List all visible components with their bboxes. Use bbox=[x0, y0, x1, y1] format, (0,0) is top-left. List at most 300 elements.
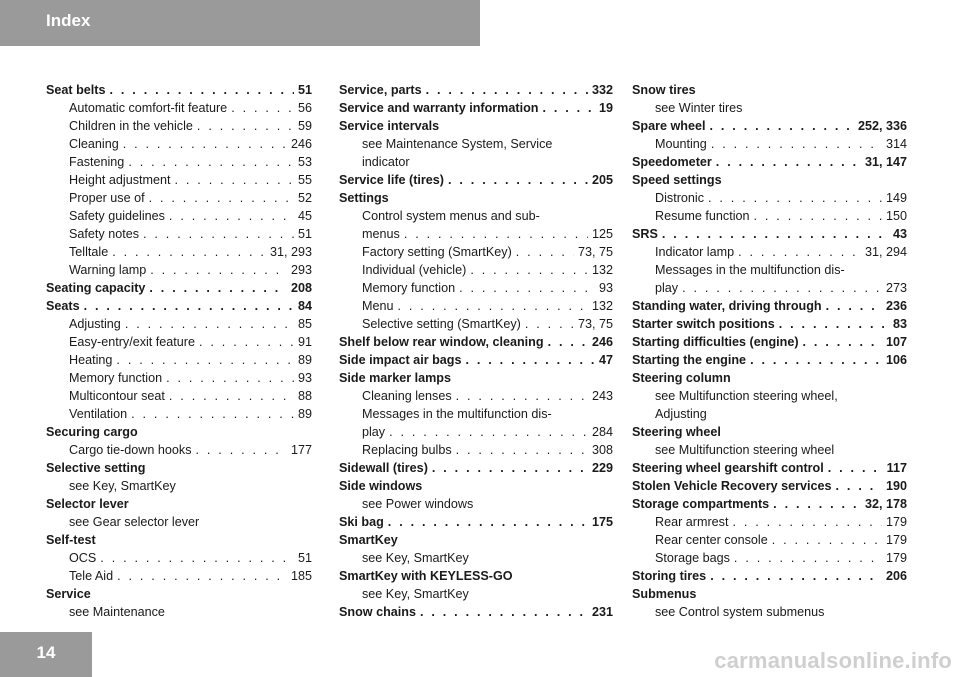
leader-dots bbox=[470, 261, 588, 279]
index-sub-term-page: 177 bbox=[290, 443, 312, 457]
index-sub-term-term: menus bbox=[362, 227, 400, 241]
index-main-term-page: 190 bbox=[885, 479, 907, 493]
index-sub-term-page: 308 bbox=[591, 443, 613, 457]
index-sub-term-page: 93 bbox=[598, 281, 613, 295]
index-sub-term bbox=[339, 423, 613, 441]
leader-dots bbox=[779, 315, 889, 333]
index-column-3 bbox=[632, 81, 907, 621]
index-sub-term bbox=[46, 549, 312, 567]
index-main-term-page: 43 bbox=[892, 227, 907, 241]
index-main-term bbox=[339, 477, 613, 495]
index-sub-term bbox=[46, 189, 312, 207]
index-sub-term-page: 45 bbox=[297, 209, 312, 223]
leader-dots bbox=[732, 513, 882, 531]
leader-dots bbox=[432, 459, 588, 477]
index-sub-term bbox=[632, 513, 907, 531]
index-sub-term bbox=[46, 405, 312, 423]
index-column-2 bbox=[339, 81, 613, 621]
leader-dots bbox=[836, 477, 882, 495]
index-main-term-term: Starting difficulties (engine) bbox=[632, 335, 799, 349]
leader-dots bbox=[143, 225, 294, 243]
leader-dots bbox=[448, 171, 588, 189]
index-sub-term-page: 73, 75 bbox=[577, 317, 613, 331]
index-sub-term-term: play bbox=[655, 281, 679, 295]
index-see-text: indicator bbox=[362, 155, 410, 169]
index-sub-term-page: 314 bbox=[885, 137, 907, 151]
index-main-term bbox=[339, 513, 613, 531]
index-sub-term-page: 85 bbox=[297, 317, 312, 331]
index-sub-term-term: Ventilation bbox=[69, 407, 128, 421]
index-main-term bbox=[632, 171, 907, 189]
leader-dots bbox=[750, 351, 882, 369]
index-main-term-page: 84 bbox=[297, 299, 312, 313]
index-main-term-term: Selective setting bbox=[46, 461, 146, 475]
index-sub-term-term: Automatic comfort-fit feature bbox=[69, 101, 228, 115]
index-sub-term bbox=[46, 117, 312, 135]
index-main-term bbox=[632, 333, 907, 351]
index-entry bbox=[632, 495, 907, 567]
index-entry bbox=[339, 333, 613, 351]
leader-dots bbox=[150, 261, 287, 279]
leader-dots bbox=[398, 297, 588, 315]
index-main-term-term: Seat belts bbox=[46, 83, 106, 97]
index-sub-term-page: 88 bbox=[297, 389, 312, 403]
index-sub-term-term: Tele Aid bbox=[69, 569, 114, 583]
index-sub-term-term: Cleaning bbox=[69, 137, 119, 151]
index-main-term-term: Steering wheel gearshift control bbox=[632, 461, 824, 475]
header-bar bbox=[0, 0, 480, 46]
leader-dots bbox=[516, 243, 574, 261]
leader-dots bbox=[525, 315, 574, 333]
index-sub-term bbox=[339, 225, 613, 243]
index-sub-term bbox=[339, 243, 613, 261]
index-sub-term bbox=[339, 315, 613, 333]
index-main-term-term: Starter switch positions bbox=[632, 317, 775, 331]
index-main-term bbox=[46, 423, 312, 441]
leader-dots bbox=[465, 351, 595, 369]
index-sub-term-term: Distronic bbox=[655, 191, 704, 205]
index-main-term-term: Seating capacity bbox=[46, 281, 146, 295]
index-main-term bbox=[632, 477, 907, 495]
index-sub-term-term: Safety notes bbox=[69, 227, 140, 241]
leader-dots bbox=[125, 315, 294, 333]
index-entry bbox=[339, 369, 613, 459]
index-main-term bbox=[632, 315, 907, 333]
index-main-term-page: 51 bbox=[297, 83, 312, 97]
index-main-term-term: Securing cargo bbox=[46, 425, 138, 439]
leader-dots bbox=[389, 423, 588, 441]
index-main-term-page: 47 bbox=[598, 353, 613, 367]
leader-dots bbox=[196, 441, 287, 459]
index-sub-term-page: 93 bbox=[297, 371, 312, 385]
index-main-term bbox=[632, 423, 907, 441]
leader-dots bbox=[711, 135, 882, 153]
index-main-term bbox=[632, 81, 907, 99]
index-main-term-term: Ski bag bbox=[339, 515, 384, 529]
index-column-1 bbox=[46, 81, 312, 621]
index-sub-term-term: Children in the vehicle bbox=[69, 119, 193, 133]
index-see-text: Adjusting bbox=[655, 407, 707, 421]
leader-dots bbox=[734, 549, 882, 567]
index-main-term-page: 206 bbox=[885, 569, 907, 583]
index-see-text: see Gear selector lever bbox=[69, 515, 200, 529]
index-main-term-page: 229 bbox=[591, 461, 613, 475]
leader-dots bbox=[166, 369, 294, 387]
index-main-term-page: 208 bbox=[290, 281, 312, 295]
leader-dots bbox=[662, 225, 889, 243]
index-entry bbox=[339, 117, 613, 171]
leader-dots bbox=[117, 567, 287, 585]
page-number-tab bbox=[0, 632, 92, 677]
index-main-term bbox=[339, 369, 613, 387]
index-sub-term-term: Heating bbox=[69, 353, 113, 367]
index-entry bbox=[632, 567, 907, 585]
leader-dots bbox=[149, 189, 294, 207]
index-main-term bbox=[632, 297, 907, 315]
index-main-term bbox=[46, 531, 312, 549]
index-main-term-term: Service intervals bbox=[339, 119, 440, 133]
index-entry bbox=[46, 459, 312, 495]
index-main-term bbox=[339, 117, 613, 135]
index-sub-term-page: 293 bbox=[290, 263, 312, 277]
leader-dots bbox=[388, 513, 588, 531]
index-main-term-term: SmartKey with KEYLESS-GO bbox=[339, 569, 513, 583]
index-sub-term-page: 89 bbox=[297, 407, 312, 421]
index-main-term-term: Shelf below rear window, cleaning bbox=[339, 335, 544, 349]
index-sub-term-page: 51 bbox=[297, 551, 312, 565]
index-sub-term-term: Replacing bulbs bbox=[362, 443, 452, 457]
watermark: carmanualsonline.info bbox=[714, 648, 952, 673]
index-sub-term bbox=[46, 171, 312, 189]
index-sub-term-page: 31, 293 bbox=[269, 245, 312, 259]
index-sub-term-term: OCS bbox=[69, 551, 97, 565]
index-sub-term-term: Height adjustment bbox=[69, 173, 171, 187]
index-main-term bbox=[46, 459, 312, 477]
index-main-term-term: Starting the engine bbox=[632, 353, 747, 367]
index-sub-term-term: Cargo tie-down hooks bbox=[69, 443, 192, 457]
index-sub-term-term: Proper use of bbox=[69, 191, 145, 205]
index-sub-term-page: 89 bbox=[297, 353, 312, 367]
index-entry bbox=[339, 603, 613, 621]
index-main-term-page: 252, 336 bbox=[857, 119, 907, 133]
index-sub-term-term: Menu bbox=[362, 299, 394, 313]
index-sub-term-page: 55 bbox=[297, 173, 312, 187]
index-main-term bbox=[339, 351, 613, 369]
index-entry bbox=[46, 279, 312, 297]
index-main-term-term: Seats bbox=[46, 299, 80, 313]
index-sub-term-term: Adjusting bbox=[69, 317, 121, 331]
index-main-term bbox=[46, 279, 312, 297]
leader-dots bbox=[826, 297, 882, 315]
index-main-term bbox=[339, 189, 613, 207]
index-main-term-term: Submenus bbox=[632, 587, 697, 601]
index-main-term bbox=[339, 531, 613, 549]
index-see-reference bbox=[632, 603, 907, 621]
leader-dots bbox=[828, 459, 883, 477]
index-main-term-term: Side windows bbox=[339, 479, 423, 493]
index-sub-term bbox=[632, 207, 907, 225]
index-entry bbox=[46, 495, 312, 531]
index-entry bbox=[339, 531, 613, 567]
leader-dots bbox=[112, 243, 266, 261]
index-sub-term bbox=[46, 387, 312, 405]
index-see-text: see Multifunction steering wheel bbox=[655, 443, 835, 457]
index-main-term bbox=[339, 81, 613, 99]
leader-dots bbox=[84, 297, 294, 315]
index-main-term-page: 231 bbox=[591, 605, 613, 619]
index-see-reference bbox=[339, 549, 613, 567]
index-main-term bbox=[632, 153, 907, 171]
index-main-term-term: Steering column bbox=[632, 371, 731, 385]
page-title: Index bbox=[46, 11, 91, 30]
leader-dots bbox=[131, 405, 294, 423]
leader-dots bbox=[716, 153, 861, 171]
index-entry bbox=[339, 513, 613, 531]
index-entry bbox=[632, 351, 907, 369]
index-sub-term-term: Messages in the multifunction dis- bbox=[362, 407, 552, 421]
index-main-term-term: SmartKey bbox=[339, 533, 398, 547]
index-sub-term-page: 150 bbox=[885, 209, 907, 223]
leader-dots bbox=[754, 207, 882, 225]
leader-dots bbox=[426, 81, 588, 99]
index-entry bbox=[632, 585, 907, 621]
index-sub-term-page: 132 bbox=[591, 263, 613, 277]
index-sub-term bbox=[339, 261, 613, 279]
index-sub-term bbox=[632, 135, 907, 153]
index-sub-term bbox=[632, 189, 907, 207]
leader-dots bbox=[420, 603, 588, 621]
index-sub-term-term: Rear center console bbox=[655, 533, 768, 547]
index-main-term-term: SRS bbox=[632, 227, 658, 241]
leader-dots bbox=[123, 135, 287, 153]
index-entry bbox=[632, 423, 907, 459]
index-entry bbox=[339, 99, 613, 117]
index-main-term-page: 246 bbox=[591, 335, 613, 349]
index-sub-term-term: Safety guidelines bbox=[69, 209, 165, 223]
index-sub-term-page: 56 bbox=[297, 101, 312, 115]
index-sub-term bbox=[46, 315, 312, 333]
index-sub-term bbox=[46, 567, 312, 585]
leader-dots bbox=[772, 531, 882, 549]
index-main-term bbox=[339, 567, 613, 585]
index-main-term-page: 175 bbox=[591, 515, 613, 529]
index-sub-term-page: 179 bbox=[885, 533, 907, 547]
index-sub-term-term: Control system menus and sub- bbox=[362, 209, 540, 223]
index-main-term-term: Speedometer bbox=[632, 155, 712, 169]
index-main-term-term: Spare wheel bbox=[632, 119, 706, 133]
index-sub-term-page: 125 bbox=[591, 227, 613, 241]
index-entry bbox=[339, 171, 613, 189]
leader-dots bbox=[100, 549, 294, 567]
leader-dots bbox=[710, 117, 854, 135]
index-main-term-term: Speed settings bbox=[632, 173, 722, 187]
index-sub-term-term: Warning lamp bbox=[69, 263, 147, 277]
index-sub-term bbox=[339, 279, 613, 297]
index-entry bbox=[46, 585, 312, 621]
index-sub-term bbox=[46, 369, 312, 387]
index-sub-term bbox=[632, 279, 907, 297]
index-sub-term-page: 52 bbox=[297, 191, 312, 205]
leader-dots bbox=[738, 243, 861, 261]
index-sub-term-page: 273 bbox=[885, 281, 907, 295]
index-main-term-term: Storage compartments bbox=[632, 497, 770, 511]
index-main-term bbox=[632, 351, 907, 369]
index-see-text: see Key, SmartKey bbox=[69, 479, 176, 493]
index-see-reference bbox=[46, 513, 312, 531]
index-sub-term bbox=[46, 441, 312, 459]
index-sub-term-term: Resume function bbox=[655, 209, 750, 223]
index-main-term bbox=[339, 171, 613, 189]
index-main-term-term: Snow chains bbox=[339, 605, 416, 619]
index-sub-term bbox=[339, 207, 613, 225]
index-see-reference bbox=[632, 387, 907, 405]
index-main-term bbox=[46, 495, 312, 513]
index-sub-term-page: 132 bbox=[591, 299, 613, 313]
index-entry bbox=[632, 81, 907, 117]
index-see-text: see Control system submenus bbox=[655, 605, 825, 619]
index-see-text: see Maintenance System, Service bbox=[362, 137, 553, 151]
leader-dots bbox=[128, 153, 294, 171]
index-entry bbox=[46, 531, 312, 585]
index-entry bbox=[339, 477, 613, 513]
index-sub-term-page: 179 bbox=[885, 515, 907, 529]
index-sub-term bbox=[46, 351, 312, 369]
index-sub-term-term: Mounting bbox=[655, 137, 707, 151]
index-main-term-term: Settings bbox=[339, 191, 389, 205]
index-sub-term-term: Factory setting (SmartKey) bbox=[362, 245, 512, 259]
index-sub-term bbox=[339, 387, 613, 405]
index-sub-term bbox=[632, 261, 907, 279]
index-entry bbox=[632, 171, 907, 225]
index-sub-term-term: Cleaning lenses bbox=[362, 389, 452, 403]
index-see-text: see Key, SmartKey bbox=[362, 587, 469, 601]
index-see-reference bbox=[632, 441, 907, 459]
index-sub-term-term: Individual (vehicle) bbox=[362, 263, 467, 277]
index-see-reference bbox=[46, 477, 312, 495]
index-main-term-page: 32, 178 bbox=[864, 497, 907, 511]
index-sub-term-page: 59 bbox=[297, 119, 312, 133]
index-main-term-term: Stolen Vehicle Recovery services bbox=[632, 479, 832, 493]
leader-dots bbox=[169, 387, 294, 405]
index-sub-term bbox=[339, 441, 613, 459]
index-sub-term-page: 73, 75 bbox=[577, 245, 613, 259]
leader-dots bbox=[169, 207, 294, 225]
index-sub-term-page: 51 bbox=[297, 227, 312, 241]
index-see-text: see Maintenance bbox=[69, 605, 165, 619]
index-sub-term bbox=[46, 207, 312, 225]
index-main-term-page: 332 bbox=[591, 83, 613, 97]
index-main-term bbox=[632, 225, 907, 243]
index-entry bbox=[339, 81, 613, 99]
index-main-term bbox=[339, 99, 613, 117]
index-main-term bbox=[46, 297, 312, 315]
index-sub-term bbox=[46, 333, 312, 351]
index-sub-term bbox=[46, 153, 312, 171]
leader-dots bbox=[773, 495, 861, 513]
index-main-term-term: Selector lever bbox=[46, 497, 129, 511]
index-sub-term-term: Multicontour seat bbox=[69, 389, 165, 403]
index-main-term-page: 83 bbox=[892, 317, 907, 331]
index-main-term bbox=[46, 81, 312, 99]
leader-dots bbox=[231, 99, 294, 117]
leader-dots bbox=[175, 171, 294, 189]
index-sub-term-term: Memory function bbox=[362, 281, 456, 295]
index-main-term bbox=[632, 369, 907, 387]
index-main-term-term: Service life (tires) bbox=[339, 173, 444, 187]
index-main-term bbox=[632, 117, 907, 135]
index-entry bbox=[632, 333, 907, 351]
index-main-term bbox=[632, 585, 907, 603]
index-entry bbox=[339, 459, 613, 477]
index-sub-term-term: Memory function bbox=[69, 371, 163, 385]
index-main-term-page: 19 bbox=[598, 101, 613, 115]
index-main-term-term: Snow tires bbox=[632, 83, 696, 97]
index-sub-term-page: 246 bbox=[290, 137, 312, 151]
index-sub-term-page: 179 bbox=[885, 551, 907, 565]
index-sub-term-term: Indicator lamp bbox=[655, 245, 735, 259]
index-main-term bbox=[632, 459, 907, 477]
index-entry bbox=[46, 81, 312, 279]
index-entry bbox=[632, 117, 907, 153]
index-sub-term-term: Messages in the multifunction dis- bbox=[655, 263, 845, 277]
leader-dots bbox=[197, 117, 294, 135]
index-main-term bbox=[46, 585, 312, 603]
index-main-term bbox=[339, 459, 613, 477]
index-entry bbox=[632, 315, 907, 333]
index-entry bbox=[339, 189, 613, 333]
index-sub-term bbox=[339, 405, 613, 423]
index-entry bbox=[339, 351, 613, 369]
index-sub-term bbox=[632, 531, 907, 549]
index-sub-term-page: 243 bbox=[591, 389, 613, 403]
index-see-text: see Power windows bbox=[362, 497, 474, 511]
leader-dots bbox=[404, 225, 588, 243]
leader-dots bbox=[542, 99, 595, 117]
leader-dots bbox=[548, 333, 588, 351]
index-sub-term-term: Rear armrest bbox=[655, 515, 729, 529]
index-main-term-term: Service bbox=[46, 587, 91, 601]
index-sub-term-term: Telltale bbox=[69, 245, 109, 259]
page-number: 14 bbox=[36, 643, 56, 662]
leader-dots bbox=[456, 387, 588, 405]
index-see-reference bbox=[339, 153, 613, 171]
index-main-term-term: Sidewall (tires) bbox=[339, 461, 428, 475]
index-sub-term bbox=[339, 297, 613, 315]
index-main-term bbox=[339, 603, 613, 621]
index-sub-term bbox=[46, 261, 312, 279]
index-main-term-term: Standing water, driving through bbox=[632, 299, 822, 313]
index-see-reference bbox=[632, 405, 907, 423]
index-entry bbox=[339, 567, 613, 603]
index-main-term-term: Self-test bbox=[46, 533, 96, 547]
index-see-text: see Key, SmartKey bbox=[362, 551, 469, 565]
leader-dots bbox=[110, 81, 294, 99]
index-main-term-page: 107 bbox=[885, 335, 907, 349]
index-see-reference bbox=[339, 495, 613, 513]
index-entry bbox=[632, 459, 907, 477]
leader-dots bbox=[459, 279, 595, 297]
index-sub-term bbox=[46, 99, 312, 117]
index-sub-term bbox=[46, 135, 312, 153]
index-sub-term-page: 185 bbox=[290, 569, 312, 583]
index-main-term-term: Side marker lamps bbox=[339, 371, 452, 385]
leader-dots bbox=[708, 189, 882, 207]
index-sub-term-page: 284 bbox=[591, 425, 613, 439]
index-main-term-term: Service and warranty information bbox=[339, 101, 539, 115]
index-sub-term bbox=[632, 243, 907, 261]
index-see-reference bbox=[632, 99, 907, 117]
index-sub-term-term: Storage bags bbox=[655, 551, 730, 565]
